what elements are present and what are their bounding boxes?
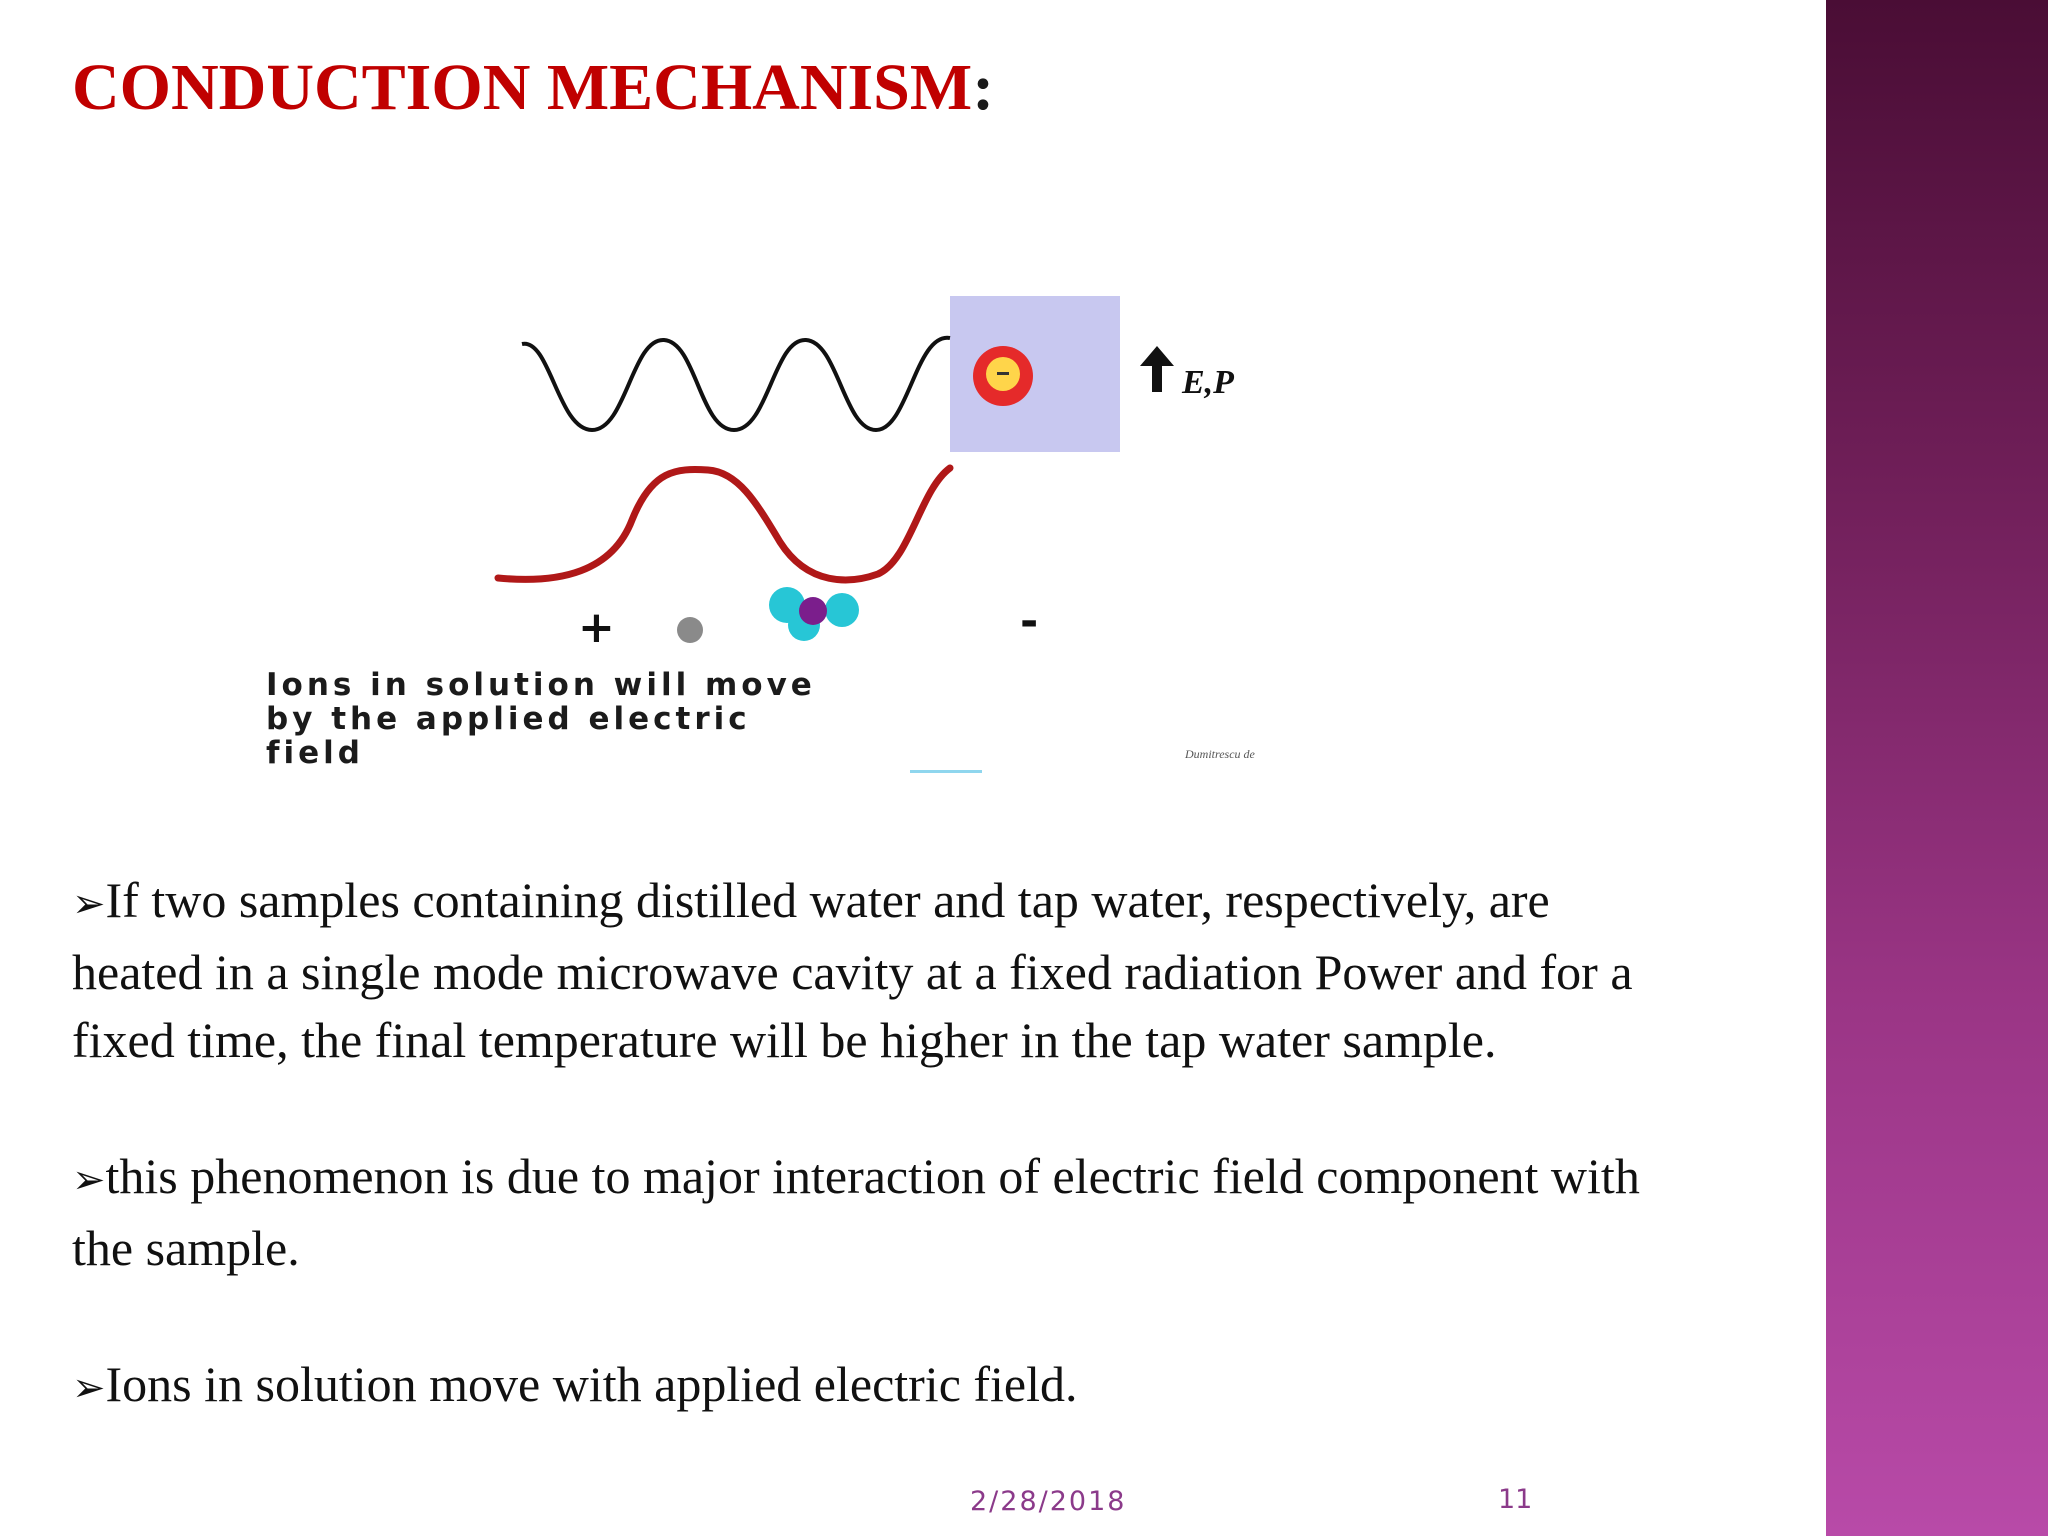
negative-sign: - bbox=[1020, 596, 1039, 647]
slide-title bbox=[72, 48, 994, 128]
bullet-text: If two samples containing distilled water and tap water, respectively, are heated in a single mode microwave cavity at a fixed radiation Power and for a fixed time, the final temperature will be higher in the tap water sample. bbox=[72, 872, 1633, 1068]
footer-page-number: 11 bbox=[1498, 1484, 1533, 1515]
water-molecule-center-atom bbox=[799, 597, 827, 625]
bullet-item bbox=[72, 866, 1692, 1074]
field-label: E,P bbox=[1182, 364, 1234, 401]
grey-ion-icon bbox=[677, 617, 703, 643]
field-arrow-icon bbox=[1140, 346, 1174, 392]
figure-caption: Ions in solution will move by the applied electric field bbox=[266, 667, 816, 771]
slide-title-text: CONDUCTION MECHANISM bbox=[72, 51, 973, 124]
electric-wave-curve bbox=[522, 338, 950, 430]
bullet-item bbox=[72, 1350, 1692, 1422]
bullet-list bbox=[72, 866, 1692, 1422]
arrow-bullet-icon: ➢ bbox=[72, 1365, 106, 1411]
figure-underline-mark bbox=[910, 770, 982, 773]
positive-sign: + bbox=[578, 602, 615, 653]
arrow-bullet-icon: ➢ bbox=[72, 1157, 106, 1203]
footer-date: 2/28/2018 bbox=[970, 1486, 1127, 1517]
decorative-side-bar bbox=[1826, 0, 2048, 1536]
slide-title-colon: : bbox=[972, 51, 995, 124]
arrow-bullet-icon: ➢ bbox=[72, 881, 106, 927]
bullet-text: this phenomenon is due to major interaction of electric field component with the sample. bbox=[72, 1148, 1640, 1276]
ion-charge-mark bbox=[997, 372, 1009, 375]
figure-credit: Dumitrescu de bbox=[1185, 747, 1255, 761]
bullet-item bbox=[72, 1142, 1692, 1282]
potential-wave-curve bbox=[498, 468, 950, 580]
ion-conduction-figure bbox=[260, 280, 1340, 780]
water-molecule-atom-right bbox=[825, 593, 859, 627]
bullet-text: Ions in solution move with applied electric field. bbox=[105, 1356, 1078, 1412]
